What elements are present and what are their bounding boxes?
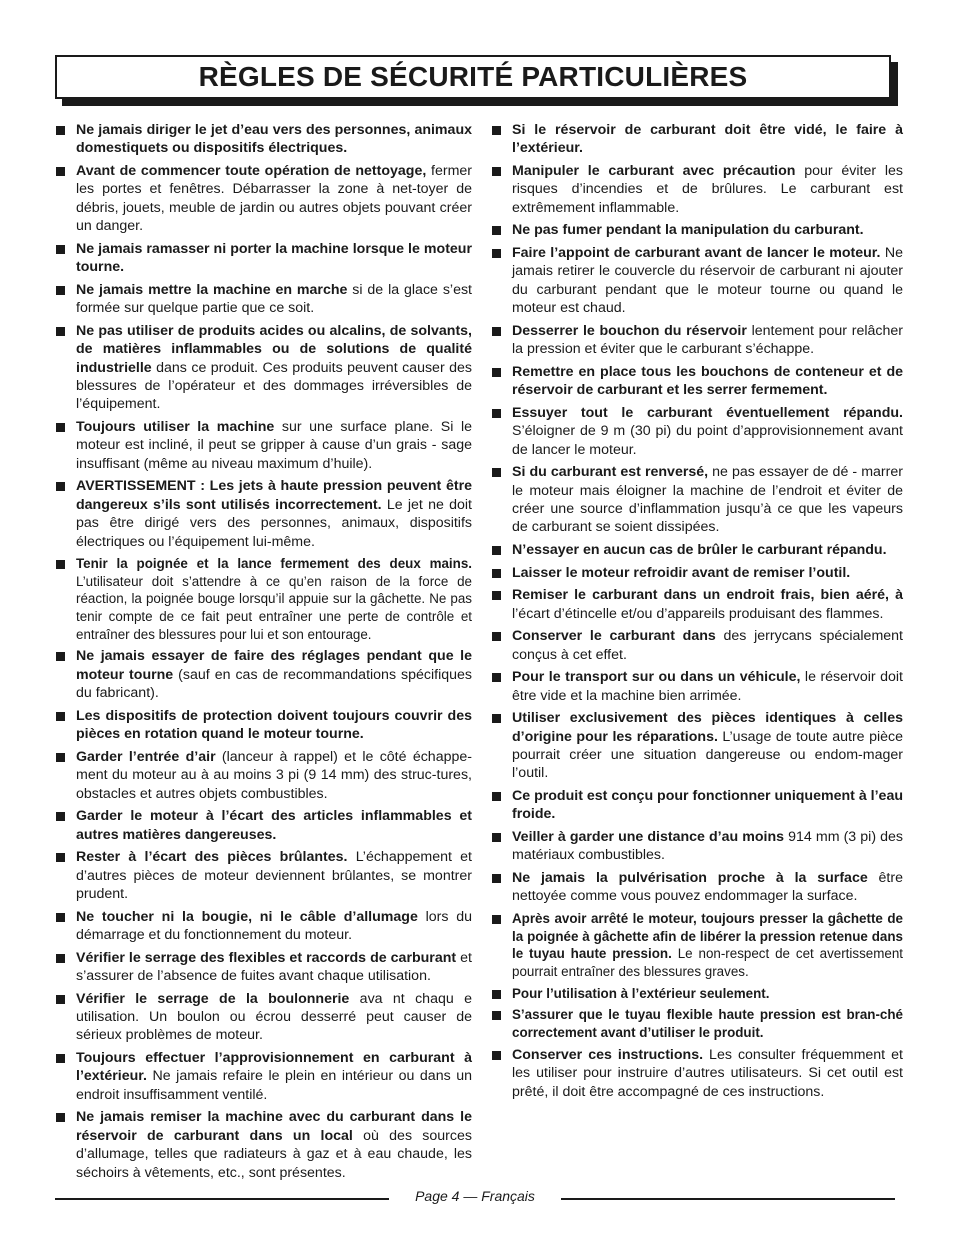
safety-rule-item bbox=[491, 404, 903, 459]
rule-bold-text: Garder le moteur à l’écart des articles inflammables et autres matières dangereuses. bbox=[76, 808, 472, 843]
rule-bold-text: Faire l’appoint de carburant avant de lancer le moteur. bbox=[512, 245, 881, 261]
rule-bold-text: Ne toucher ni la bougie, ni le câble d’allumage bbox=[76, 908, 418, 925]
rule-detail-text: et s’assurer de l’absence de fuites avant chaque utilisation. bbox=[76, 949, 472, 985]
square-bullet-icon bbox=[56, 812, 65, 821]
square-bullet-icon bbox=[492, 632, 501, 641]
rule-detail-text: dans ce produit. Ces produits peuvent causer des blessures de l’opérateur et des dommages irréversibles de l’équipement. bbox=[76, 359, 472, 413]
rule-bold-text: Vérifier le serrage des flexibles et raccords de carburant bbox=[76, 949, 457, 966]
rule-detail-text: ava nt chaqu e utilisation. Un boulon ou écrou desserré peut causer de sérieux problèmes de moteur. bbox=[76, 990, 472, 1044]
rule-detail-text: où des sources d’allumage, telles que radiateurs à gaz et à eau chaude, les séchoirs à vêtements, etc., sont présentes. bbox=[76, 1127, 472, 1181]
square-bullet-icon bbox=[56, 652, 65, 661]
safety-rule-item bbox=[55, 555, 472, 643]
safety-rule-item bbox=[55, 1049, 472, 1104]
rule-bold-text: Ne jamais la pulvérisation proche à la surface bbox=[512, 870, 868, 887]
safety-rule-item bbox=[55, 807, 472, 844]
rule-detail-text: L’échappement et d’autres pièces de moteur deviennent brûlantes, se montrer prudent. bbox=[76, 849, 472, 903]
safety-rule-item bbox=[491, 869, 903, 906]
rule-bold-text: Desserrer le bouchon du réservoir bbox=[512, 322, 747, 339]
square-bullet-icon bbox=[492, 569, 501, 578]
safety-rule-item bbox=[491, 586, 903, 623]
rule-bold-text: Pour le transport sur ou dans un véhicule, bbox=[512, 669, 801, 686]
rule-bold-text: Après avoir arrêté le moteur, toujours presser la gâchette de la poignée à gâchette afin de libérer la pression retenue dans le tuyau haute pression. bbox=[512, 911, 903, 962]
safety-rule-item bbox=[491, 787, 903, 824]
rule-bold-text: AVERTISSEMENT : Les jets à haute pression peuvent être dangereux s’ils sont utilisés incorrectement. bbox=[76, 478, 472, 513]
title-box bbox=[55, 55, 891, 99]
safety-rule-item bbox=[55, 322, 472, 414]
safety-rule-item bbox=[55, 418, 472, 473]
square-bullet-icon bbox=[492, 409, 501, 418]
safety-rule-item bbox=[491, 162, 903, 217]
safety-rule-item bbox=[491, 363, 903, 400]
square-bullet-icon bbox=[492, 226, 501, 235]
square-bullet-icon bbox=[56, 167, 65, 176]
safety-rule-item bbox=[491, 121, 903, 158]
safety-rule-item bbox=[55, 162, 472, 236]
safety-rule-item bbox=[491, 828, 903, 865]
square-bullet-icon bbox=[492, 792, 501, 801]
square-bullet-icon bbox=[56, 913, 65, 922]
rule-bold-text: Tenir la poignée et la lance fermement des deux mains. bbox=[76, 556, 472, 572]
rule-bold-text: Si du carburant est renversé, bbox=[512, 464, 709, 481]
square-bullet-icon bbox=[492, 546, 501, 555]
footer-rule-right bbox=[561, 1198, 895, 1200]
rule-detail-text: si de la glace s’est formée sur quelque partie que ce soit. bbox=[76, 281, 472, 317]
safety-rule-item bbox=[491, 910, 903, 980]
safety-rule-item bbox=[491, 541, 903, 559]
square-bullet-icon bbox=[56, 995, 65, 1004]
safety-rule-item bbox=[55, 707, 472, 744]
rule-bold-text: Ne pas fumer pendant la manipulation du carburant. bbox=[512, 222, 864, 239]
rule-detail-text: sur une surface plane. Si le moteur est incliné, il peut se gripper à cause d’un grais - sage insuffisant (même au niveau maximum d’huile). bbox=[76, 419, 472, 472]
rule-detail-text: L’usage de toute autre pièce pourrait créer une situation dangereuse ou endom-mager l’outil. bbox=[512, 728, 903, 782]
footer-page-label: Page 4 — Français bbox=[415, 1188, 535, 1204]
safety-rule-item bbox=[491, 221, 903, 239]
square-bullet-icon bbox=[56, 1113, 65, 1122]
rule-bold-text: Remiser le carburant dans un endroit frais, bien aéré, à bbox=[512, 587, 903, 604]
square-bullet-icon bbox=[56, 482, 65, 491]
rule-bold-text: S’assurer que le tuyau flexible haute pression est bran-ché correctement avant d’utiliser le produit. bbox=[512, 1007, 903, 1040]
rule-bold-text: Ne jamais ramasser ni porter la machine lorsque le moteur tourne. bbox=[76, 240, 472, 276]
square-bullet-icon bbox=[56, 753, 65, 762]
title-banner bbox=[55, 55, 895, 103]
rule-detail-text: l’écart d’étincelle et/ou d’appareils produisant des flammes. bbox=[512, 605, 884, 622]
rule-bold-text: Ne jamais diriger le jet d’eau vers des personnes, animaux domestiquets ou dispositifs électriques. bbox=[76, 122, 472, 157]
safety-rule-item bbox=[491, 463, 903, 537]
rule-bold-text: Si le réservoir de carburant doit être vidé, le faire à l’extérieur. bbox=[512, 122, 903, 157]
square-bullet-icon bbox=[56, 954, 65, 963]
rule-bold-text: Pour l’utilisation à l’extérieur seulement. bbox=[512, 985, 770, 1001]
safety-rule-item bbox=[491, 985, 903, 1003]
rule-bold-text: Ne jamais remiser la machine avec du carburant dans le réservoir de carburant dans un local bbox=[76, 1109, 472, 1144]
rule-detail-text: fermer les portes et fenêtres. Débarrasser la zone à net-toyer de débris, jouets, meuble de jardin ou autres objets pouvant créer un danger. bbox=[76, 163, 472, 235]
rule-detail-text: pour éviter les risques d’incendies et de brûlures. Le carburant est extrêmement inflammable. bbox=[512, 163, 903, 216]
rule-bold-text: Les dispositifs de protection doivent toujours couvrir des pièces en rotation quand le moteur tourne. bbox=[76, 707, 472, 743]
square-bullet-icon bbox=[56, 245, 65, 254]
safety-rule-item bbox=[55, 908, 472, 945]
rule-detail-text: Ne jamais retirer le couvercle du réservoir de carburant ni ajouter du carburant pendant que le moteur tourne ou quand le moteur est chaud. bbox=[512, 245, 903, 317]
square-bullet-icon bbox=[56, 560, 65, 569]
safety-rule-item bbox=[491, 564, 903, 582]
safety-rule-item bbox=[55, 748, 472, 803]
safety-rule-item bbox=[55, 949, 472, 986]
rule-bold-text: Utiliser exclusivement des pièces identiques à celles d’origine pour les réparations. bbox=[512, 710, 903, 745]
safety-rule-item bbox=[491, 709, 903, 783]
rule-bold-text: Ne jamais essayer de faire des réglages pendant que le moteur tourne bbox=[76, 648, 472, 683]
safety-rule-item bbox=[55, 477, 472, 551]
rule-bold-text: Conserver le carburant dans bbox=[512, 628, 716, 645]
rule-detail-text: Ne jamais refaire le plein en intérieur ou dans un endroit insuffisamment ventilé. bbox=[76, 1068, 472, 1103]
left-column bbox=[55, 121, 472, 1186]
square-bullet-icon bbox=[56, 853, 65, 862]
rule-bold-text: Toujours utiliser la machine bbox=[76, 419, 275, 436]
rule-bold-text: Avant de commencer toute opération de nettoyage, bbox=[76, 163, 427, 179]
rule-bold-text: Garder l’entrée d’air bbox=[76, 748, 216, 765]
rule-bold-text: Ne jamais mettre la machine en marche bbox=[76, 281, 348, 298]
square-bullet-icon bbox=[56, 712, 65, 721]
page-footer bbox=[55, 1188, 895, 1208]
square-bullet-icon bbox=[56, 126, 65, 135]
square-bullet-icon bbox=[492, 714, 501, 723]
page-title: RÈGLES DE SÉCURITÉ PARTICULIÈRES bbox=[198, 61, 748, 92]
rule-detail-text: ne pas essayer de dé - marrer le moteur mais éloigner la machine de l’endroit et éviter de créer une source d’inflammation jusqu’à ce que les vapeurs de carburant se soient dissipées. bbox=[512, 464, 903, 536]
safety-rule-item bbox=[55, 990, 472, 1045]
rule-bold-text: Ne pas utiliser de produits acides ou alcalins, de solvants, de matières inflammables ou de solutions de qualité industrielle bbox=[76, 322, 472, 376]
square-bullet-icon bbox=[492, 368, 501, 377]
rule-detail-text: Le jet ne doit pas être dirigé vers des personnes, animaux, dispositifs électriques ou l’équipement lui-même. bbox=[76, 496, 472, 550]
square-bullet-icon bbox=[492, 1051, 501, 1060]
rule-bold-text: Rester à l’écart des pièces brûlantes. bbox=[76, 849, 348, 866]
safety-rule-item bbox=[55, 1108, 472, 1182]
footer-rule-left bbox=[55, 1198, 389, 1200]
rule-bold-text: Laisser le moteur refroidir avant de remiser l’outil. bbox=[512, 564, 851, 581]
rule-bold-text: Remettre en place tous les bouchons de conteneur et de réservoir de carburant et les serrer fermement. bbox=[512, 363, 903, 399]
rule-bold-text: Vérifier le serrage de la boulonnerie bbox=[76, 990, 350, 1007]
rule-detail-text: lors du démarrage et du fonctionnement du moteur. bbox=[76, 908, 472, 944]
safety-rule-item bbox=[491, 322, 903, 359]
square-bullet-icon bbox=[492, 167, 501, 176]
rule-detail-text: S’éloigner de 9 m (30 pi) du point d’approvisionnement avant de lancer le moteur. bbox=[512, 423, 903, 458]
rule-detail-text: être nettoyée comme vous pouvez endommager la surface. bbox=[512, 870, 903, 905]
square-bullet-icon bbox=[492, 915, 501, 924]
rule-detail-text: 914 mm (3 pi) des matériaux combustibles. bbox=[512, 829, 903, 864]
rule-bold-text: Toujours effectuer l’approvisionnement en carburant à l’extérieur. bbox=[76, 1050, 472, 1085]
square-bullet-icon bbox=[492, 833, 501, 842]
rule-detail-text: lentement pour relâcher la pression et éviter que le carburant s’échappe. bbox=[512, 322, 903, 358]
square-bullet-icon bbox=[56, 327, 65, 336]
safety-rule-item bbox=[55, 281, 472, 318]
square-bullet-icon bbox=[56, 1054, 65, 1063]
rule-bold-text: N’essayer en aucun cas de brûler le carburant répandu. bbox=[512, 542, 887, 559]
safety-rule-item bbox=[55, 647, 472, 702]
square-bullet-icon bbox=[56, 423, 65, 432]
square-bullet-icon bbox=[492, 591, 501, 600]
square-bullet-icon bbox=[492, 673, 501, 682]
square-bullet-icon bbox=[56, 286, 65, 295]
safety-rule-item bbox=[491, 1046, 903, 1101]
safety-rule-item bbox=[491, 668, 903, 705]
rule-detail-text: le réservoir doit être vide et la machine bien arrimée. bbox=[512, 669, 903, 704]
rule-bold-text: Conserver ces instructions. bbox=[512, 1046, 704, 1063]
square-bullet-icon bbox=[492, 990, 501, 999]
rule-detail-text: Les consulter fréquemment et les utiliser pour instruire d’autres utilisateurs. Si cet outil est prêté, il doit être accompagné de ces instructions. bbox=[512, 1046, 903, 1100]
rule-detail-text: (sauf en cas de recommandations spécifiques du fabricant). bbox=[76, 666, 472, 702]
rule-bold-text: Ce produit est conçu pour fonctionner uniquement à l’eau froide. bbox=[512, 788, 903, 823]
square-bullet-icon bbox=[492, 249, 501, 258]
safety-rule-item bbox=[55, 848, 472, 903]
square-bullet-icon bbox=[492, 1011, 501, 1020]
square-bullet-icon bbox=[492, 126, 501, 135]
rule-bold-text: Veiller à garder une distance d’au moins bbox=[512, 829, 785, 846]
square-bullet-icon bbox=[492, 468, 501, 477]
rule-detail-text: Le non-respect de cet avertissement pourrait entraîner des blessures graves. bbox=[512, 946, 903, 979]
rule-bold-text: Manipuler le carburant avec précaution bbox=[512, 163, 796, 179]
rule-detail-text: des jerrycans spécialement conçus à cet effet. bbox=[512, 628, 903, 663]
right-column bbox=[491, 121, 903, 1105]
safety-rule-item bbox=[55, 240, 472, 277]
rule-detail-text: (lanceur à rappel) et le côté échappe-ment du moteur au à au moins 3 pi (9 14 mm) des struc-tures, obstacles et autres objets combustibles. bbox=[76, 748, 472, 802]
square-bullet-icon bbox=[492, 874, 501, 883]
square-bullet-icon bbox=[492, 327, 501, 336]
safety-rule-item bbox=[491, 1006, 903, 1041]
rule-bold-text: Essuyer tout le carburant éventuellement répandu. bbox=[512, 404, 903, 421]
safety-rule-item bbox=[55, 121, 472, 158]
rule-detail-text: L’utilisateur doit s’attendre à ce qu’en raison de la force de réaction, la poignée bouge lorsqu’il appuie sur la gâchette. Ne pas tenir compte de ce fait peut entraîner une perte de contrôle et entraîner des blessures pour lui et son entourage. bbox=[76, 573, 472, 642]
safety-rule-item bbox=[491, 627, 903, 664]
safety-rule-item bbox=[491, 244, 903, 318]
